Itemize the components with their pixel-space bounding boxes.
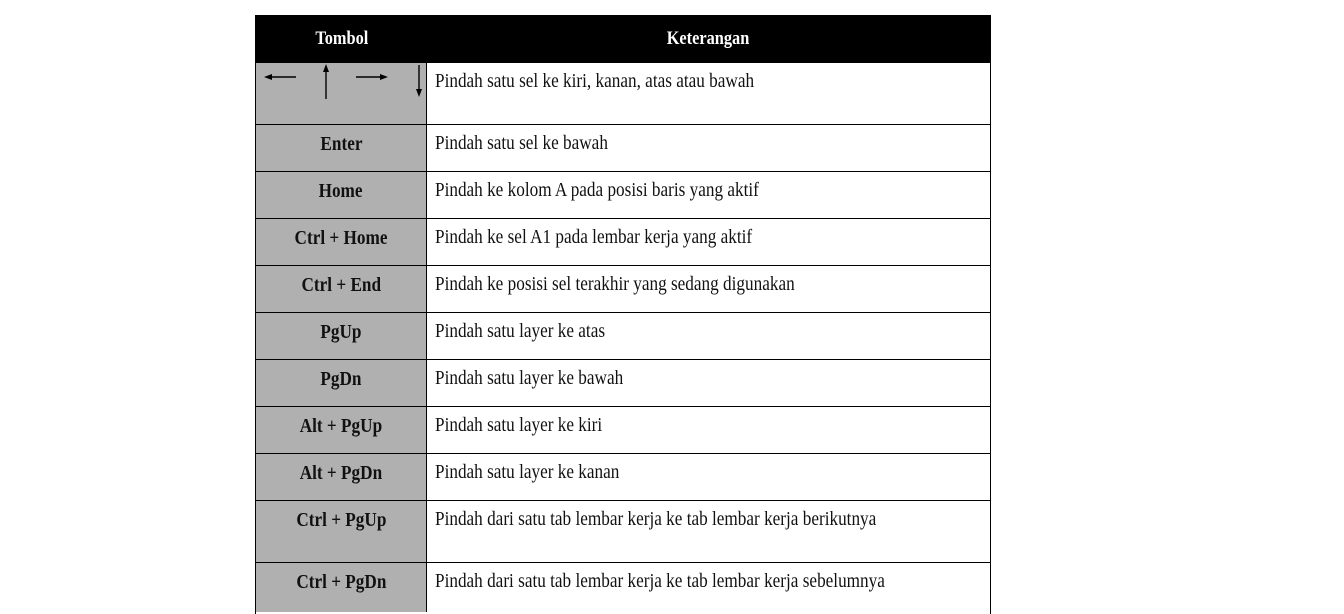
table-row <box>256 501 990 563</box>
table-row <box>256 407 990 454</box>
arrow-right-icon <box>356 74 388 80</box>
column-header-description-label: Keterangan <box>667 28 750 49</box>
description-cell <box>427 407 990 453</box>
description-cell <box>427 313 990 359</box>
key-cell <box>256 407 427 453</box>
description-cell <box>427 360 990 406</box>
arrow-left-icon <box>264 74 296 80</box>
description-cell <box>427 266 990 312</box>
description-text: Pindah satu sel ke kiri, kanan, atas atau bawah <box>435 70 755 92</box>
description-cell <box>427 172 990 218</box>
description-cell <box>427 454 990 500</box>
key-cell <box>256 501 427 562</box>
description-text: Pindah satu layer ke kiri <box>435 414 603 436</box>
description-text: Pindah satu layer ke atas <box>435 320 606 342</box>
description-cell <box>427 501 990 562</box>
key-cell <box>256 563 427 612</box>
key-text: Alt + PgDn <box>299 462 383 484</box>
key-text: PgUp <box>320 321 362 343</box>
column-header-description <box>427 15 990 63</box>
table-row <box>256 63 990 125</box>
key-cell <box>256 266 427 312</box>
description-text: Pindah ke kolom A pada posisi baris yang aktif <box>435 179 759 201</box>
key-text: Ctrl + PgDn <box>295 571 387 593</box>
table-row <box>256 454 990 501</box>
description-text: Pindah ke sel A1 pada lembar kerja yang aktif <box>435 226 753 248</box>
table-row <box>256 219 990 266</box>
description-cell <box>427 219 990 265</box>
key-cell <box>256 219 427 265</box>
table-row <box>256 360 990 407</box>
table-row <box>256 172 990 219</box>
arrow-up-icon <box>323 64 329 99</box>
arrow-down-icon <box>416 65 422 97</box>
key-text: PgDn <box>320 368 362 390</box>
description-text: Pindah dari satu tab lembar kerja ke tab lembar kerja berikutnya <box>435 508 877 530</box>
key-text: Ctrl + End <box>301 274 381 296</box>
table-row <box>256 125 990 172</box>
column-header-key <box>256 15 427 63</box>
description-cell <box>427 125 990 171</box>
description-text: Pindah satu layer ke kanan <box>435 461 620 483</box>
column-header-key-label: Tombol <box>315 28 368 49</box>
description-cell <box>427 63 990 124</box>
key-text: Ctrl + PgUp <box>295 509 387 531</box>
description-text: Pindah satu layer ke bawah <box>435 367 624 389</box>
key-cell <box>256 172 427 218</box>
shortcut-table <box>255 15 991 614</box>
key-cell <box>256 125 427 171</box>
key-text: Enter <box>319 133 363 155</box>
description-text: Pindah ke posisi sel terakhir yang sedang digunakan <box>435 273 795 295</box>
arrow-keys-cell <box>256 63 427 124</box>
description-cell <box>427 563 990 612</box>
key-cell <box>256 454 427 500</box>
table-row <box>256 313 990 360</box>
description-text: Pindah satu sel ke bawah <box>435 132 608 154</box>
table-row <box>256 266 990 313</box>
table-header <box>256 15 990 63</box>
table-row <box>256 563 990 612</box>
key-text: Alt + PgUp <box>299 415 383 437</box>
arrow-keys-group <box>256 63 427 125</box>
description-text: Pindah dari satu tab lembar kerja ke tab lembar kerja sebelumnya <box>435 570 885 592</box>
key-cell <box>256 360 427 406</box>
key-text: Ctrl + Home <box>294 227 388 249</box>
key-text: Home <box>319 180 363 202</box>
key-cell <box>256 313 427 359</box>
